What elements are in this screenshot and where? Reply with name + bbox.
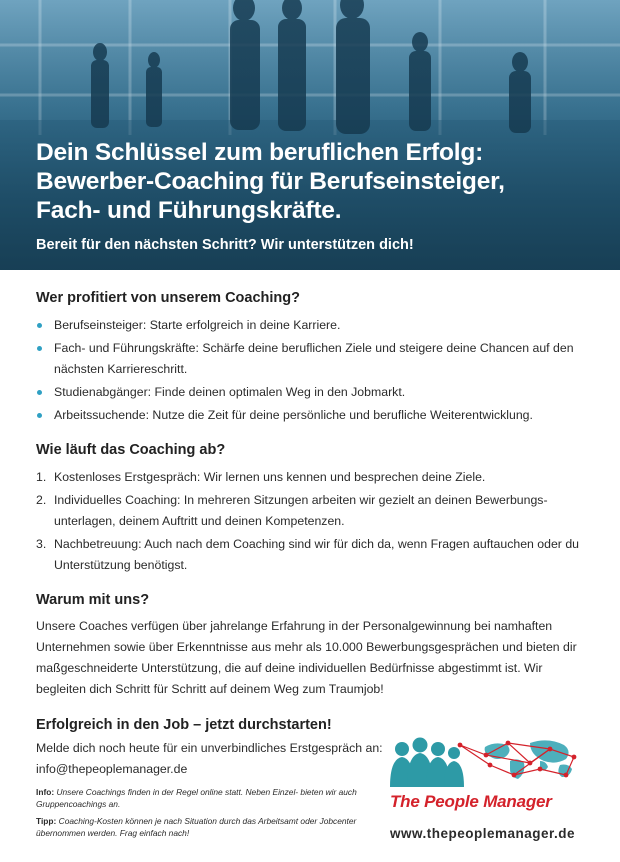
process-steps-list (36, 467, 584, 576)
tip-label: Tipp: (36, 816, 57, 826)
section-heading: Erfolgreich in den Job – jetzt durchstarten! (36, 717, 332, 733)
list-item: Arbeitssuchende: Nutze die Zeit für deine persönliche und berufliche Weiterentwicklung. (36, 405, 584, 426)
info-note (36, 786, 366, 810)
info-text: Unsere Coachings finden in der Regel online statt. Neben Einzel- bieten wir auch Gruppencoachings an. (36, 787, 357, 809)
section-heading: Wer profitiert von unserem Coaching? (36, 290, 300, 306)
contact-block (36, 738, 406, 780)
section-why-us (36, 592, 584, 700)
contact-line: Melde dich noch heute für ein unverbindliches Erstgespräch an: (36, 741, 383, 755)
website-link[interactable]: www.thepeoplemanager.de (390, 826, 576, 841)
main-content (0, 290, 620, 839)
notes (36, 786, 366, 839)
section-heading: Warum mit uns? (36, 592, 150, 608)
section-contact (36, 717, 584, 839)
step-text: Individuelles Coaching: In mehreren Sitzungen arbeiten wir gezielt an deinen Bewerbungs-unterlagen, deinem Auftritt und deinen Kompetenzen. (54, 493, 548, 528)
section-heading: Wie läuft das Coaching ab? (36, 442, 226, 458)
target-group-list (36, 315, 584, 426)
list-item: Berufseinsteiger: Starte erfolgreich in deine Karriere. (36, 315, 584, 336)
hero-title (36, 138, 606, 225)
list-item: Studienabgänger: Finde deinen optimalen Weg in den Jobmarkt. (36, 382, 584, 403)
hero-title-line: Bewerber-Coaching für Berufseinsteiger, (36, 168, 505, 195)
hero-subtitle: Bereit für den nächsten Schritt? Wir unterstützen dich! (36, 237, 414, 253)
logo-wordmark: The People Manager (390, 792, 552, 811)
hero-text (36, 138, 606, 253)
hero-title-line: Fach- und Führungskräfte. (36, 197, 342, 224)
section-process (36, 442, 584, 576)
info-label: Info: (36, 787, 55, 797)
people-network-logo-icon (390, 735, 590, 787)
step-number: 1. (36, 470, 47, 484)
list-item: Fach- und Führungskräfte: Schärfe deine beruflichen Ziele und steigere deine Chancen auf den nächsten Karriereschritt. (36, 338, 584, 380)
why-us-text: Unsere Coaches verfügen über jahrelange Erfahrung in der Personalgewinnung bei namhaften Unternehmen sowie über Erkenntnisse aus mehr als 10.000 Bewerbungsgesprächen und bieten dir maßgeschneiderte Unterstützung, die auf deine individuellen Bedürfnisse abgestimmt ist. Wir begleiten dich Schritt für Schritt auf deinem Weg zum Traumjob! (36, 619, 577, 696)
step-text: Kostenloses Erstgespräch: Wir lernen uns kennen und besprechen deine Ziele. (54, 470, 486, 484)
email-link[interactable]: info@thepeoplemanager.de (36, 762, 188, 776)
tip-note (36, 815, 366, 839)
list-item (36, 467, 584, 488)
list-item (36, 490, 584, 532)
hero-banner (0, 0, 620, 270)
section-target-groups (36, 290, 584, 426)
step-number: 3. (36, 537, 47, 551)
step-number: 2. (36, 493, 47, 507)
step-text: Nachbetreuung: Auch nach dem Coaching sind wir für dich da, wenn Fragen auftauchen oder du Unterstützung benötigst. (54, 537, 580, 572)
company-logo (390, 735, 590, 841)
list-item (36, 534, 584, 576)
hero-title-line: Dein Schlüssel zum beruflichen Erfolg: (36, 139, 484, 166)
tip-text: Coaching-Kosten können je nach Situation durch das Arbeitsamt oder Jobcenter übernommen werden. Frag einfach nach! (36, 816, 357, 838)
